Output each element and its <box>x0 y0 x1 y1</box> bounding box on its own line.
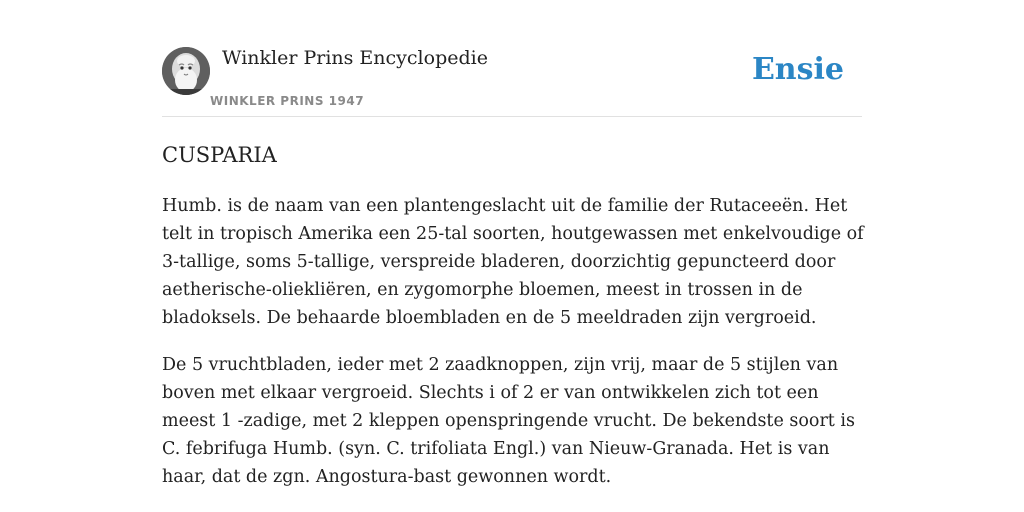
article-paragraph-1: Humb. is de naam van een plantengeslacht uit de familie der Rutaceeën. Het telt in tropisch Amerika een 25-tal soorten, houtgewassen met enkelvoudige of 3-tallige, soms 5-tallige, verspreide bladeren, doorzichtig gepuncteerd door aetherische-oliekliëren, en zygomorphe bloemen, meest in trossen in de bladoksels. De behaarde bloembladen en de 5 meeldraden zijn vergroeid. <box>162 196 864 328</box>
article-title: CUSPARIA <box>162 143 277 167</box>
author-avatar[interactable] <box>162 47 210 95</box>
article-paragraph-2: De 5 vruchtbladen, ieder met 2 zaadknoppen, zijn vrij, maar de 5 stijlen van boven met elkaar vergroeid. Slechts i of 2 er van ontwikkelen zich tot een meest 1 -zadige, met 2 kleppen openspringende vrucht. De bekendste soort is C. febrifuga Humb. (syn. C. trifoliata Engl.) van Nieuw-Granada. Het is van haar, dat de zgn. Angostura-bast gewonnen wordt. <box>162 355 855 487</box>
portrait-bearded-man-icon <box>162 47 210 95</box>
source-header <box>162 46 862 117</box>
source-title[interactable]: Winkler Prins Encyclopedie <box>222 47 488 69</box>
source-subtitle[interactable]: WINKLER PRINS 1947 <box>210 94 365 108</box>
ensie-logo-link[interactable]: Ensie <box>751 52 844 87</box>
